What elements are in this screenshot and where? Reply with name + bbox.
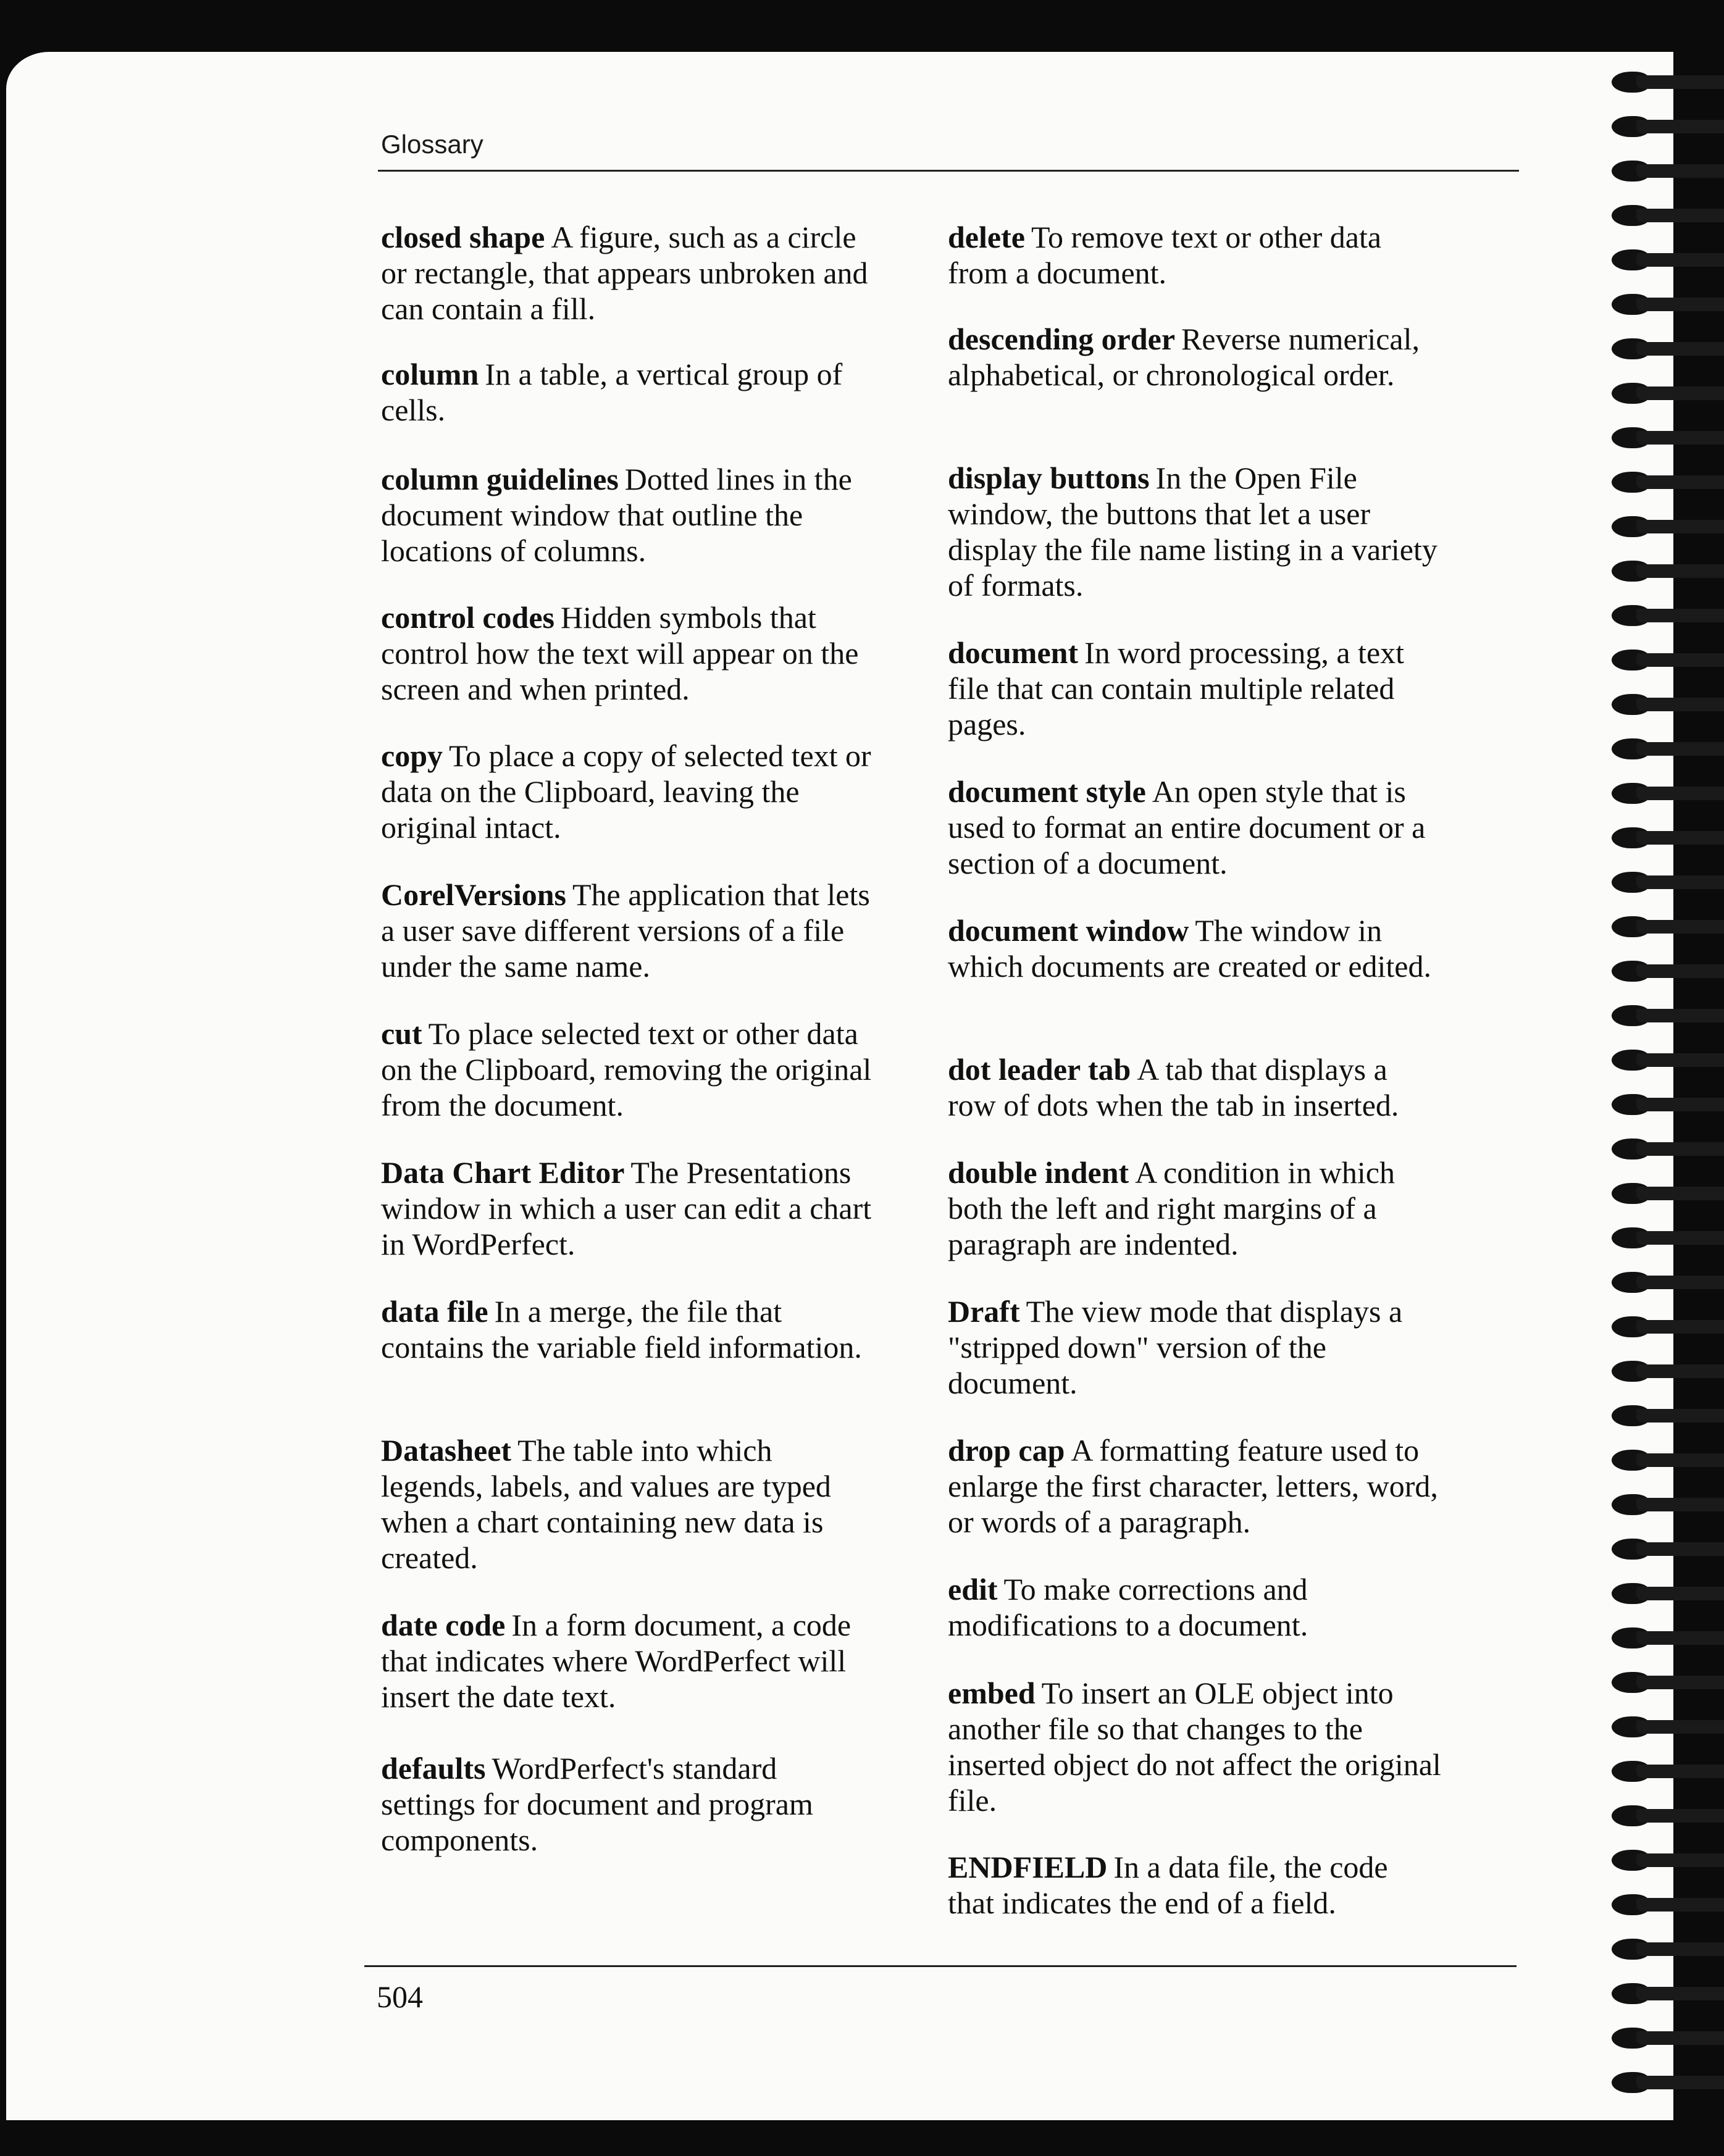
glossary-entry bbox=[381, 738, 875, 845]
glossary-term: Datasheet bbox=[381, 1433, 512, 1468]
glossary-term: document bbox=[948, 635, 1079, 670]
glossary-entry bbox=[948, 460, 1442, 603]
glossary-term: defaults bbox=[381, 1751, 486, 1786]
glossary-definition: The window in which documents are created or edited. bbox=[948, 913, 1431, 984]
page-header-title: Glossary bbox=[381, 130, 483, 159]
glossary-entry bbox=[948, 635, 1442, 742]
glossary-entry bbox=[948, 1849, 1442, 1921]
spiral-coil bbox=[1612, 1001, 1724, 1029]
spiral-coil bbox=[1612, 735, 1724, 762]
glossary-definition: The table into which legends, labels, and values are typed when a chart containing new data is created. bbox=[381, 1433, 831, 1575]
glossary-definition: Reverse numerical, alphabetical, or chronological order. bbox=[948, 322, 1420, 392]
spiral-coil bbox=[1612, 1224, 1724, 1251]
footer-rule bbox=[364, 1965, 1517, 1967]
glossary-entry bbox=[948, 1432, 1442, 1540]
spiral-coil bbox=[1612, 1668, 1724, 1695]
glossary-term: Data Chart Editor bbox=[381, 1155, 625, 1190]
spiral-coil bbox=[1612, 1802, 1724, 1829]
glossary-definition: To place selected text or other data on the Clipboard, removing the original from the document. bbox=[381, 1016, 872, 1122]
spiral-coil bbox=[1612, 335, 1724, 362]
glossary-definition: In a data file, the code that indicates the end of a field. bbox=[948, 1850, 1388, 1920]
spiral-coil bbox=[1612, 1624, 1724, 1651]
glossary-term: delete bbox=[948, 220, 1025, 254]
glossary-term: dot leader tab bbox=[948, 1052, 1131, 1087]
glossary-term: column guidelines bbox=[381, 462, 619, 496]
spiral-coil bbox=[1612, 824, 1724, 851]
spiral-coil bbox=[1612, 1046, 1724, 1073]
spiral-coil bbox=[1612, 512, 1724, 540]
glossary-definition: Hidden symbols that control how the text will appear on the screen and when printed. bbox=[381, 600, 859, 706]
glossary-definition: To make corrections and modifications to a document. bbox=[948, 1572, 1308, 1642]
glossary-entry bbox=[381, 1432, 875, 1576]
spiral-coil bbox=[1612, 2068, 1724, 2095]
spiral-coil bbox=[1612, 779, 1724, 806]
glossary-term: closed shape bbox=[381, 220, 545, 254]
spiral-coil bbox=[1612, 1846, 1724, 1873]
glossary-definition: In the Open File window, the buttons that let a user display the file name listing in a variety of formats. bbox=[948, 461, 1437, 603]
glossary-definition: A tab that displays a row of dots when the tab in inserted. bbox=[948, 1052, 1399, 1122]
spiral-coil bbox=[1612, 1490, 1724, 1518]
spiral-coil bbox=[1612, 1713, 1724, 1740]
glossary-entry bbox=[381, 356, 875, 428]
spiral-coil bbox=[1612, 290, 1724, 317]
glossary-term: CorelVersions bbox=[381, 877, 566, 912]
spiral-coil bbox=[1612, 1891, 1724, 1918]
glossary-entry bbox=[948, 1293, 1442, 1401]
spiral-coil bbox=[1612, 913, 1724, 940]
spiral-coil bbox=[1612, 68, 1724, 95]
spiral-coil bbox=[1612, 1313, 1724, 1340]
glossary-definition: In a merge, the file that contains the variable field information. bbox=[381, 1294, 862, 1364]
glossary-definition: In a form document, a code that indicates where WordPerfect will insert the date text. bbox=[381, 1608, 852, 1714]
spiral-coil bbox=[1612, 690, 1724, 717]
header-rule bbox=[378, 170, 1519, 172]
glossary-entry bbox=[381, 1016, 875, 1123]
glossary-definition: A condition in which both the left and right margins of a paragraph are indented. bbox=[948, 1155, 1395, 1261]
spiral-coil bbox=[1612, 557, 1724, 584]
glossary-definition: In a table, a vertical group of cells. bbox=[381, 357, 843, 427]
spiral-coil bbox=[1612, 246, 1724, 273]
glossary-definition: An open style that is used to format an entire document or a section of a document. bbox=[948, 774, 1426, 880]
glossary-entry bbox=[381, 877, 875, 984]
glossary-term: edit bbox=[948, 1572, 998, 1607]
glossary-entry bbox=[381, 600, 875, 707]
spiral-coil bbox=[1612, 157, 1724, 184]
glossary-definition: In word processing, a text file that can contain multiple related pages. bbox=[948, 635, 1405, 742]
spiral-coil bbox=[1612, 1935, 1724, 1962]
spiral-coil bbox=[1612, 868, 1724, 895]
glossary-term: double indent bbox=[948, 1155, 1129, 1190]
glossary-term: data file bbox=[381, 1294, 488, 1329]
spiral-coil bbox=[1612, 2024, 1724, 2051]
glossary-entry bbox=[381, 219, 875, 327]
spiral-coil bbox=[1612, 957, 1724, 984]
glossary-entry bbox=[948, 321, 1442, 393]
glossary-entry bbox=[948, 219, 1442, 291]
spiral-coil bbox=[1612, 1579, 1724, 1607]
glossary-term: drop cap bbox=[948, 1433, 1065, 1468]
glossary-term: copy bbox=[381, 738, 443, 773]
spiral-coil bbox=[1612, 424, 1724, 451]
spiral-coil bbox=[1612, 1979, 1724, 2007]
glossary-entry bbox=[948, 1675, 1442, 1818]
spiral-coil bbox=[1612, 468, 1724, 495]
glossary-definition: To remove text or other data from a document. bbox=[948, 220, 1382, 290]
glossary-definition: The view mode that displays a "stripped down" version of the document. bbox=[948, 1294, 1403, 1400]
spiral-binding bbox=[1612, 68, 1724, 2124]
glossary-entry bbox=[381, 1607, 875, 1715]
spiral-coil bbox=[1612, 1446, 1724, 1473]
page-number: 504 bbox=[377, 1979, 423, 2014]
glossary-definition: A formatting feature used to enlarge the first character, letters, word, or words of a paragraph. bbox=[948, 1433, 1438, 1539]
spiral-coil bbox=[1612, 201, 1724, 228]
glossary-term: control codes bbox=[381, 600, 554, 635]
glossary-term: Draft bbox=[948, 1294, 1020, 1329]
glossary-entry bbox=[381, 1155, 875, 1262]
glossary-definition: Dotted lines in the document window that outline the locations of columns. bbox=[381, 462, 852, 568]
spiral-coil bbox=[1612, 1268, 1724, 1295]
glossary-entry bbox=[948, 774, 1442, 881]
glossary-term: date code bbox=[381, 1608, 506, 1642]
glossary-term: document style bbox=[948, 774, 1146, 809]
glossary-term: cut bbox=[381, 1016, 422, 1051]
spiral-coil bbox=[1612, 1179, 1724, 1206]
glossary-definition: The application that lets a user save different versions of a file under the same name. bbox=[381, 877, 870, 984]
glossary-term: display buttons bbox=[948, 461, 1150, 495]
spiral-coil bbox=[1612, 1757, 1724, 1784]
spiral-coil bbox=[1612, 112, 1724, 140]
glossary-definition: The Presentations window in which a user can edit a chart in WordPerfect. bbox=[381, 1155, 872, 1261]
spiral-coil bbox=[1612, 1090, 1724, 1118]
glossary-term: descending order bbox=[948, 322, 1176, 356]
glossary-term: document window bbox=[948, 913, 1189, 948]
glossary-entry bbox=[948, 1571, 1442, 1643]
glossary-term: column bbox=[381, 357, 479, 391]
glossary-term: ENDFIELD bbox=[948, 1850, 1108, 1884]
spiral-coil bbox=[1612, 601, 1724, 629]
glossary-entry bbox=[948, 1155, 1442, 1262]
spiral-coil bbox=[1612, 1535, 1724, 1562]
glossary-entry bbox=[948, 913, 1442, 984]
glossary-definition: WordPerfect's standard settings for document and program components. bbox=[381, 1751, 813, 1857]
glossary-definition: To insert an OLE object into another file so that changes to the inserted object do not affect the original file. bbox=[948, 1676, 1441, 1818]
spiral-coil bbox=[1612, 1135, 1724, 1162]
glossary-entry bbox=[381, 1293, 875, 1365]
spiral-coil bbox=[1612, 1402, 1724, 1429]
spiral-coil bbox=[1612, 646, 1724, 673]
glossary-entry bbox=[381, 1750, 875, 1858]
glossary-definition: To place a copy of selected text or data on the Clipboard, leaving the original intact. bbox=[381, 738, 871, 845]
spiral-coil bbox=[1612, 379, 1724, 406]
spiral-coil bbox=[1612, 1357, 1724, 1384]
glossary-term: embed bbox=[948, 1676, 1036, 1710]
glossary-entry bbox=[381, 461, 875, 569]
glossary-definition: A figure, such as a circle or rectangle, that appears unbroken and can contain a fill. bbox=[381, 220, 868, 326]
glossary-entry bbox=[948, 1051, 1442, 1123]
